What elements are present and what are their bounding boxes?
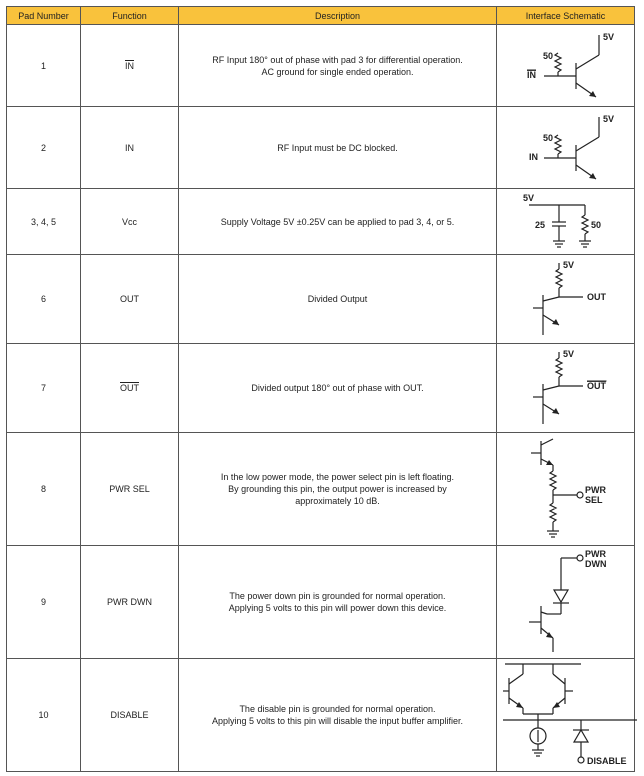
supply-label: 5V — [603, 31, 615, 42]
description-line: RF Input must be DC blocked. — [277, 142, 398, 153]
pin-label-line1: PWR — [585, 549, 606, 559]
pad-number: 8 — [7, 433, 81, 546]
resistor-value-label: 50 — [543, 132, 554, 143]
table-row — [7, 25, 635, 107]
supply-label: 5V — [603, 113, 615, 124]
disable-schematic — [501, 660, 639, 770]
function-label: OUT — [120, 294, 139, 304]
table-row — [7, 659, 635, 772]
pad-number: 7 — [7, 344, 81, 433]
pad-number: 9 — [7, 546, 81, 659]
table-row — [7, 107, 635, 189]
function-label: DISABLE — [110, 710, 149, 720]
input-transistor-schematic — [501, 27, 631, 105]
pad-description — [179, 344, 497, 433]
pin-label: IN — [527, 69, 536, 80]
pad-number: 3, 4, 5 — [7, 189, 81, 255]
table-row — [7, 255, 635, 344]
description-line: Applying 5 volts to this pin will power down this device. — [228, 603, 447, 613]
function-label: $\overline{OUT}$ — [120, 383, 139, 393]
description-line: The power down pin is grounded for normal operation. — [229, 591, 446, 601]
interface-schematic — [497, 255, 635, 344]
pad-function — [81, 546, 179, 659]
resistor-value-label: 50 — [543, 50, 554, 61]
pad-description — [179, 25, 497, 107]
table-header-row — [7, 7, 635, 25]
supply-label: 5V — [563, 259, 575, 270]
pad-function — [81, 433, 179, 546]
interface-schematic — [497, 433, 635, 546]
pad-description — [179, 433, 497, 546]
description-line: By grounding this pin, the output power is increased by — [228, 484, 447, 494]
description-line: Applying 5 volts to this pin will disable the input buffer amplifier. — [212, 716, 463, 726]
interface-schematic — [497, 107, 635, 189]
input-transistor-schematic — [501, 109, 631, 187]
pad-function — [81, 659, 179, 772]
output-transistor-schematic — [501, 257, 631, 342]
supply-label: 5V — [523, 192, 535, 203]
pin-label-line2: DWN — [585, 559, 607, 569]
description-line: RF Input 180° out of phase with pad 3 for differential operation. — [212, 54, 463, 65]
pin-label: OUT — [587, 291, 606, 302]
output-transistor-schematic — [501, 346, 631, 431]
description-line: AC ground for single ended operation. — [261, 66, 414, 77]
pad-function — [81, 255, 179, 344]
pad-function — [81, 344, 179, 433]
pad-description — [179, 255, 497, 344]
pin-label: DISABLE — [587, 756, 627, 766]
function-label: Vcc — [121, 216, 137, 227]
pad-number: 1 — [7, 25, 81, 107]
pad-description — [179, 546, 497, 659]
pad-number: 6 — [7, 255, 81, 344]
interface-schematic — [497, 189, 635, 255]
function-label: PWR DWN — [107, 597, 152, 607]
pin-label: OUT — [587, 380, 606, 391]
description-line: Supply Voltage 5V ±0.25V can be applied to pad 3, 4, or 5. — [220, 216, 455, 227]
description-line: approximately 10 dB. — [295, 496, 380, 506]
header-pad-number: Pad Number — [7, 7, 81, 25]
pin-label: IN — [529, 151, 538, 162]
header-description: Description — [179, 7, 497, 25]
power-down-schematic — [501, 548, 631, 656]
pad-function — [81, 189, 179, 255]
table-row — [7, 433, 635, 546]
pad-number: 10 — [7, 659, 81, 772]
function-label: PWR SEL — [109, 484, 150, 494]
function-label: $\overline{IN}$ — [125, 60, 134, 71]
pad-description — [179, 659, 497, 772]
description-line: In the low power mode, the power select pin is left floating. — [220, 472, 455, 482]
supply-decoupling-schematic — [501, 191, 631, 253]
pad-function — [81, 107, 179, 189]
pad-function — [81, 25, 179, 107]
resistor-value-label: 50 — [591, 219, 602, 230]
table-row — [7, 344, 635, 433]
pad-description — [179, 189, 497, 255]
interface-schematic — [497, 546, 635, 659]
description-line: The disable pin is grounded for normal operation. — [239, 704, 436, 714]
header-interface-schematic: Interface Schematic — [497, 7, 635, 25]
interface-schematic — [497, 344, 635, 433]
pin-label-line2: SEL — [585, 495, 603, 505]
description-line: Divided Output — [307, 294, 368, 304]
pad-description-table — [6, 6, 635, 772]
power-select-schematic — [501, 435, 631, 543]
interface-schematic — [497, 25, 635, 107]
header-function: Function — [81, 7, 179, 25]
supply-label: 5V — [563, 348, 575, 359]
table-row — [7, 189, 635, 255]
interface-schematic — [497, 659, 635, 772]
pin-label-line1: PWR — [585, 485, 606, 495]
function-label: IN — [125, 142, 134, 153]
table-row — [7, 546, 635, 659]
pad-description — [179, 107, 497, 189]
pad-number: 2 — [7, 107, 81, 189]
description-line: Divided output 180° out of phase with OUT. — [251, 383, 424, 393]
capacitor-value-label: 25 — [535, 219, 546, 230]
